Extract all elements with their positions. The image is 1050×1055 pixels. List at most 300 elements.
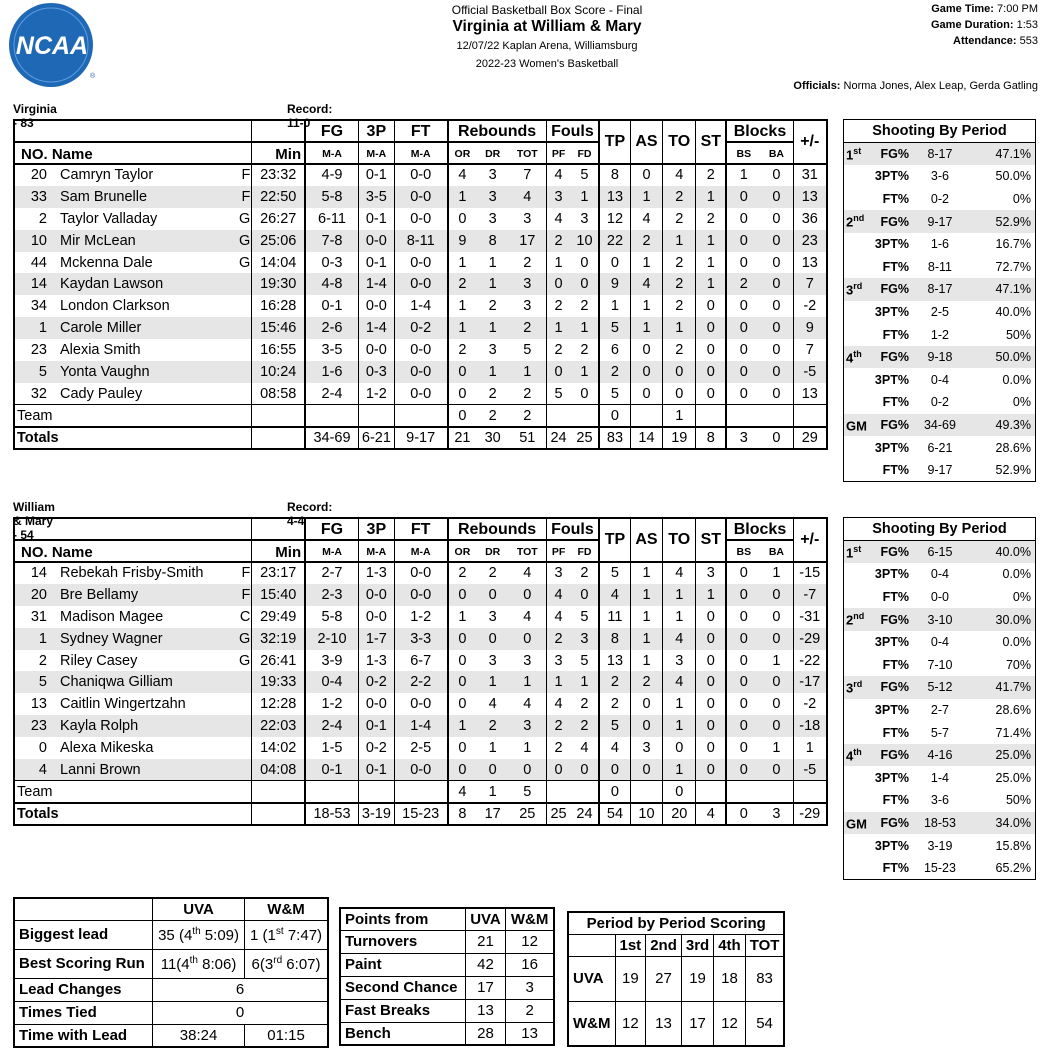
col-as: AS [630,120,663,164]
stat-cell: 1 [630,295,663,317]
shooting-row [844,278,1036,301]
jersey-number: 4 [38,761,47,778]
period-score: 27 [646,956,682,1001]
stat-cell: 1 [772,740,781,757]
total-cell: 25 [546,803,571,825]
jersey-number: 0 [38,740,47,757]
period-label: 3rd [844,278,869,301]
stat-cell: 4 [663,562,696,584]
stat-cell: 0 [772,608,781,625]
stat-cell: 7 [793,339,827,361]
shooting-row [844,812,1036,835]
stat-cell: 1 [580,320,589,337]
shot-pct: 50% [1005,793,1031,808]
stat-cell: 6 [599,339,630,361]
period-label [844,323,869,346]
stat-cell: 1 [599,295,630,317]
shot-pct: 0.0% [1002,372,1031,387]
stat-cell: 3 [488,188,497,205]
stat-cell: 0 [630,339,663,361]
team-heading: Virginia - 83 [13,102,57,130]
shot-type: 3PT% [874,237,909,252]
shooting-title: Shooting By Period [844,518,1036,541]
shot-made-att: 34-69 [911,414,969,437]
shot-pct: 50.0% [969,346,1036,369]
svg-text:®: ® [90,73,96,80]
svg-text:NCAA: NCAA [15,32,89,60]
total-cell: 20 [663,803,696,825]
stat-cell: 9 [448,230,477,252]
shot-made-att: 3-10 [911,608,969,631]
jersey-number: 1 [38,320,47,337]
jersey-number: 14 [30,565,47,582]
total-cell: 54 [599,803,630,825]
stat-cell: 0 [546,273,571,295]
total-cell: 6-21 [358,427,394,449]
stat-cell: 1 [448,715,477,737]
points-row [340,1022,554,1045]
stat-cell: 2 [546,715,571,737]
period-label [844,857,869,880]
shot-made-att: 2-7 [930,702,949,717]
col-or: OR [448,540,477,562]
shot-made-att: 3-19 [927,838,953,853]
points-uva: 17 [465,976,506,999]
player-position [233,317,251,339]
total-cell: 0 [760,427,793,449]
col-tot: TOT [509,540,546,562]
shot-made-att: 1-4 [930,770,949,785]
col-dr: DR [476,540,509,562]
shooting-row [844,165,1036,188]
player-name: Camryn Taylor [60,167,154,184]
period-label [844,233,869,256]
team-row [14,405,827,427]
stat-cell: 0 [630,715,663,737]
stat-cell: 0 [523,761,532,778]
attendance: 553 [1019,34,1038,47]
stat-cell: 1-2 [358,383,394,405]
jersey-number: 31 [30,608,47,625]
stat-cell: 1 [546,317,571,339]
shot-pct: 70% [1005,657,1031,672]
stat-cell: 1 [580,363,589,380]
stat-cell: 0 [696,606,727,628]
col-ft-ma: M-A [394,540,447,562]
total-cell: 19 [663,427,696,449]
shot-pct: 52.9% [995,462,1031,477]
stat-cell: 4 [546,164,571,186]
stat-cell: 23 [793,230,827,252]
shot-type: FG% [869,812,911,835]
shooting-row [844,323,1036,346]
officials-label: Officials: [793,80,841,92]
period-header: 4th [714,934,746,956]
shot-made-att: 6-21 [927,440,953,455]
shooting-row [844,789,1036,812]
player-name: Kaydan Lawson [60,276,164,293]
stat-cell: 0 [726,339,760,361]
total-cell: 3-19 [358,803,394,825]
stat-cell: 3 [523,652,532,669]
stat-cell: 2 [523,385,532,402]
stat-cell: 2-4 [305,383,358,405]
period-label [844,789,869,812]
minutes: 12:28 [252,693,305,715]
stat-cell: 0 [696,383,727,405]
shot-pct: 0% [1012,191,1031,206]
shot-made-att: 0-4 [930,372,949,387]
total-cell: 3 [726,427,760,449]
stat-cell: 0 [772,674,781,691]
shot-pct: 16.7% [995,237,1031,252]
col-min: Min [252,540,305,562]
team-tp: 0 [599,405,630,427]
stat-cell: 3 [523,276,532,293]
stat-cell: 0 [726,650,760,672]
stat-cell: 4 [599,737,630,759]
stat-cell: 8 [599,628,630,650]
col-tot: TOT [509,142,546,164]
total-cell: 8 [696,427,727,449]
stat-cell: 0-0 [358,693,394,715]
team-record: Record: 11-0 [287,102,333,130]
stat-cell: 5 [580,608,589,625]
shot-pct: 0.0% [1002,635,1031,650]
stat-cell: 0 [772,696,781,713]
team-label: Team [14,781,252,803]
col-fd: FD [571,540,600,562]
minutes: 08:58 [252,383,305,405]
player-row [14,230,827,252]
stat-cell: 4 [546,208,571,230]
stat-cell: 0 [726,693,760,715]
stat-cell: 2 [448,562,477,584]
player-row [14,737,827,759]
minutes: 26:27 [252,208,305,230]
jersey-number: 5 [38,674,47,691]
points-uva: 21 [465,930,506,953]
points-header-wm: W&M [506,908,554,930]
stat-cell: 3 [488,167,497,184]
stat-cell: 2 [580,298,589,315]
stat-cell: 0 [772,298,781,315]
stat-cell: -22 [793,650,827,672]
stat-cell: 3 [488,608,497,625]
stat-cell: 12 [599,208,630,230]
stat-cell: 0-0 [394,252,447,274]
stat-cell: 4 [488,696,497,713]
shot-made-att: 15-23 [923,860,956,875]
totals-label: Totals [14,427,252,449]
player-name: Taylor Valladay [60,210,158,227]
col-plus-minus: +/- [793,120,827,164]
stat-cell: -15 [793,562,827,584]
stat-cell: 2 [546,339,571,361]
stat-cell: 1 [793,737,827,759]
shooting-row [844,255,1036,278]
stat-cell: 1 [523,740,532,757]
stat-cell: 1 [448,295,477,317]
col-3p: 3P [358,518,394,540]
shot-type: 3PT% [874,838,909,853]
player-position: F [241,586,251,603]
stat-cell: 2 [523,320,532,337]
player-name: Lanni Brown [60,761,141,778]
stat-cell: 5-8 [305,606,358,628]
stat-cell: 2 [523,254,532,271]
col-no-name: NO. Name [14,142,252,164]
player-position [233,339,251,361]
total-cell: 3 [760,803,793,825]
stat-cell: 1 [663,584,696,606]
time-with-lead-uva: 38:24 [153,1024,245,1047]
stat-cell: 0 [696,361,727,383]
period-score: 17 [681,1001,713,1046]
player-name: Caitlin Wingertzahn [60,696,186,713]
officials-names: Norma Jones, Alex Leap, Gerda Gatling [843,80,1038,92]
player-row [14,606,827,628]
stat-cell: 0 [448,208,477,230]
stat-cell: 0 [696,317,727,339]
shot-pct: 40.0% [969,541,1036,564]
stat-cell: 7 [793,273,827,295]
col-as: AS [630,518,663,562]
stat-cell: 5 [599,317,630,339]
stat-cell: -5 [793,759,827,781]
stat-cell: 5-8 [305,186,358,208]
stat-cell: 3-9 [305,650,358,672]
shot-pct: 72.7% [995,259,1031,274]
points-row [340,999,554,1022]
shot-pct: 47.1% [969,143,1036,166]
stat-cell: 0 [726,252,760,274]
col-fd: FD [571,142,600,164]
stat-cell: 0 [663,383,696,405]
col-fg-ma: M-A [305,142,358,164]
stat-cell: 0 [663,737,696,759]
points-row [340,930,554,953]
stat-cell: 0-0 [394,383,447,405]
player-name: Mir McLean [60,232,136,249]
stat-cell: 3 [523,210,532,227]
period-label: 1st [844,541,869,564]
stat-cell: 1-5 [305,737,358,759]
total-cell: 0 [726,803,760,825]
stat-cell: 4 [523,565,532,582]
col-ft: FT [394,120,447,142]
stat-cell: 11 [599,606,630,628]
player-position: C [239,608,251,625]
shot-made-att: 0-4 [930,567,949,582]
points-uva: 28 [465,1022,506,1045]
stat-cell: 0-4 [305,671,358,693]
total-cell: 83 [599,427,630,449]
stat-cell: 0-0 [358,606,394,628]
stat-cell: 3-5 [305,339,358,361]
stat-cell: 2 [488,718,497,735]
stat-cell: 4 [448,164,477,186]
shooting-row [844,436,1036,459]
stat-cell: 0-0 [394,562,447,584]
points-category: Paint [340,953,465,976]
shot-pct: 34.0% [969,812,1036,835]
biggest-lead-label: Biggest lead [14,920,153,949]
stat-cell: 2-5 [394,737,447,759]
shooting-row [844,188,1036,211]
stat-cell: 0 [448,584,477,606]
stat-cell: 0 [726,606,760,628]
stat-cell: 0 [772,188,781,205]
stat-cell: 0-0 [358,584,394,606]
stat-cell: 1 [488,320,497,337]
jersey-number: 20 [30,586,47,603]
stat-cell: 1 [523,674,532,691]
player-position: F [241,188,251,205]
jersey-number: 32 [30,385,47,402]
period-label: 3rd [844,676,869,699]
stat-cell: 4 [546,584,571,606]
total-cell: -29 [793,803,827,825]
period-header: 3rd [681,934,713,956]
shooting-row [844,459,1036,482]
period-scoring-table [567,911,785,1047]
period-label [844,391,869,414]
col-plus-minus: +/- [793,518,827,562]
shooting-row [844,210,1036,233]
period-row [568,956,784,1001]
total-cell: 30 [476,427,509,449]
scoring-run-label: Best Scoring Run [14,949,153,978]
stat-cell: 0-1 [358,164,394,186]
period-score: 12 [615,1001,646,1046]
stat-cell: 0-0 [358,230,394,252]
shooting-row [844,653,1036,676]
player-position: F [241,167,251,184]
minutes: 14:02 [252,737,305,759]
lead-header-uva: UVA [153,898,245,920]
stat-cell: 0 [630,759,663,781]
team-or: 0 [448,405,477,427]
shot-pct: 47.1% [969,278,1036,301]
shot-type: FG% [869,143,911,166]
game-time-label: Game Time: [931,3,994,15]
stat-cell: 1 [630,650,663,672]
stat-cell: 0 [772,630,781,647]
stat-cell: 4 [546,693,571,715]
stat-cell: 0 [546,759,571,781]
shot-type: FG% [869,210,911,233]
stat-cell: 1 [772,652,781,669]
period-score: 19 [615,956,646,1001]
stat-cell: 0-0 [394,693,447,715]
stat-cell: 0 [726,383,760,405]
stat-cell: 0 [580,586,589,603]
points-from-title: Points from [340,908,465,930]
points-category: Fast Breaks [340,999,465,1022]
stat-cell: 0 [726,562,760,584]
stat-cell: 0 [580,276,589,293]
total-cell: 10 [630,803,663,825]
jersey-number: 5 [38,363,47,380]
points-row [340,976,554,999]
team-to: 0 [663,781,696,803]
shooting-by-period-table [843,517,1036,880]
player-row [14,317,827,339]
points-uva: 13 [465,999,506,1022]
period-score: 12 [714,1001,746,1046]
shot-made-att: 3-6 [930,169,949,184]
stat-cell: 2 [599,671,630,693]
stat-cell: 13 [793,186,827,208]
stat-cell: 0-3 [358,361,394,383]
season-line: 2022-23 Women's Basketball [475,58,619,71]
points-header-uva: UVA [465,908,506,930]
shot-made-att: 9-17 [911,210,969,233]
player-position: F [241,565,251,582]
stat-cell: 1 [488,363,497,380]
stat-cell: 0 [726,230,760,252]
shooting-row [844,391,1036,414]
jersey-number: 33 [30,188,47,205]
stat-cell: 5 [599,562,630,584]
col-3p-ma: M-A [358,142,394,164]
stat-cell: 3 [580,210,589,227]
stat-cell: 2 [726,273,760,295]
shooting-row [844,608,1036,631]
minutes: 23:32 [252,164,305,186]
total-cell: 21 [448,427,477,449]
totals-row [14,427,827,449]
stat-cell: 3 [523,298,532,315]
minutes: 23:17 [252,562,305,584]
player-row [14,650,827,672]
minutes: 19:33 [252,671,305,693]
times-tied-label: Times Tied [14,1001,153,1024]
total-cell: 4 [696,803,727,825]
stat-cell: -2 [793,295,827,317]
minutes: 16:28 [252,295,305,317]
stat-cell: -31 [793,606,827,628]
jersey-number: 14 [30,276,47,293]
shooting-row [844,631,1036,654]
stat-cell: 2 [546,230,571,252]
stat-cell: 0 [448,759,477,781]
player-position: G [239,630,251,647]
total-cell: 18-53 [305,803,358,825]
shot-type: FG% [869,541,911,564]
total-cell: 25 [509,803,546,825]
stat-cell: 1 [488,740,497,757]
stat-cell: 0 [696,671,727,693]
points-wm: 2 [506,999,554,1022]
stat-cell: 1 [448,317,477,339]
shot-type: 3PT% [874,770,909,785]
minutes: 14:04 [252,252,305,274]
shot-made-att: 0-4 [930,635,949,650]
stat-cell: 5 [580,652,589,669]
attendance-label: Attendance: [953,34,1017,47]
stat-cell: 8 [488,232,497,249]
lead-header-wm: W&M [245,898,328,920]
minutes: 22:03 [252,715,305,737]
shot-made-att: 7-10 [927,657,953,672]
shot-type: FT% [882,657,909,672]
stat-cell: 0 [772,718,781,735]
box-score-table [13,517,828,826]
shot-pct: 0% [1012,395,1031,410]
times-tied-value: 0 [153,1001,328,1024]
